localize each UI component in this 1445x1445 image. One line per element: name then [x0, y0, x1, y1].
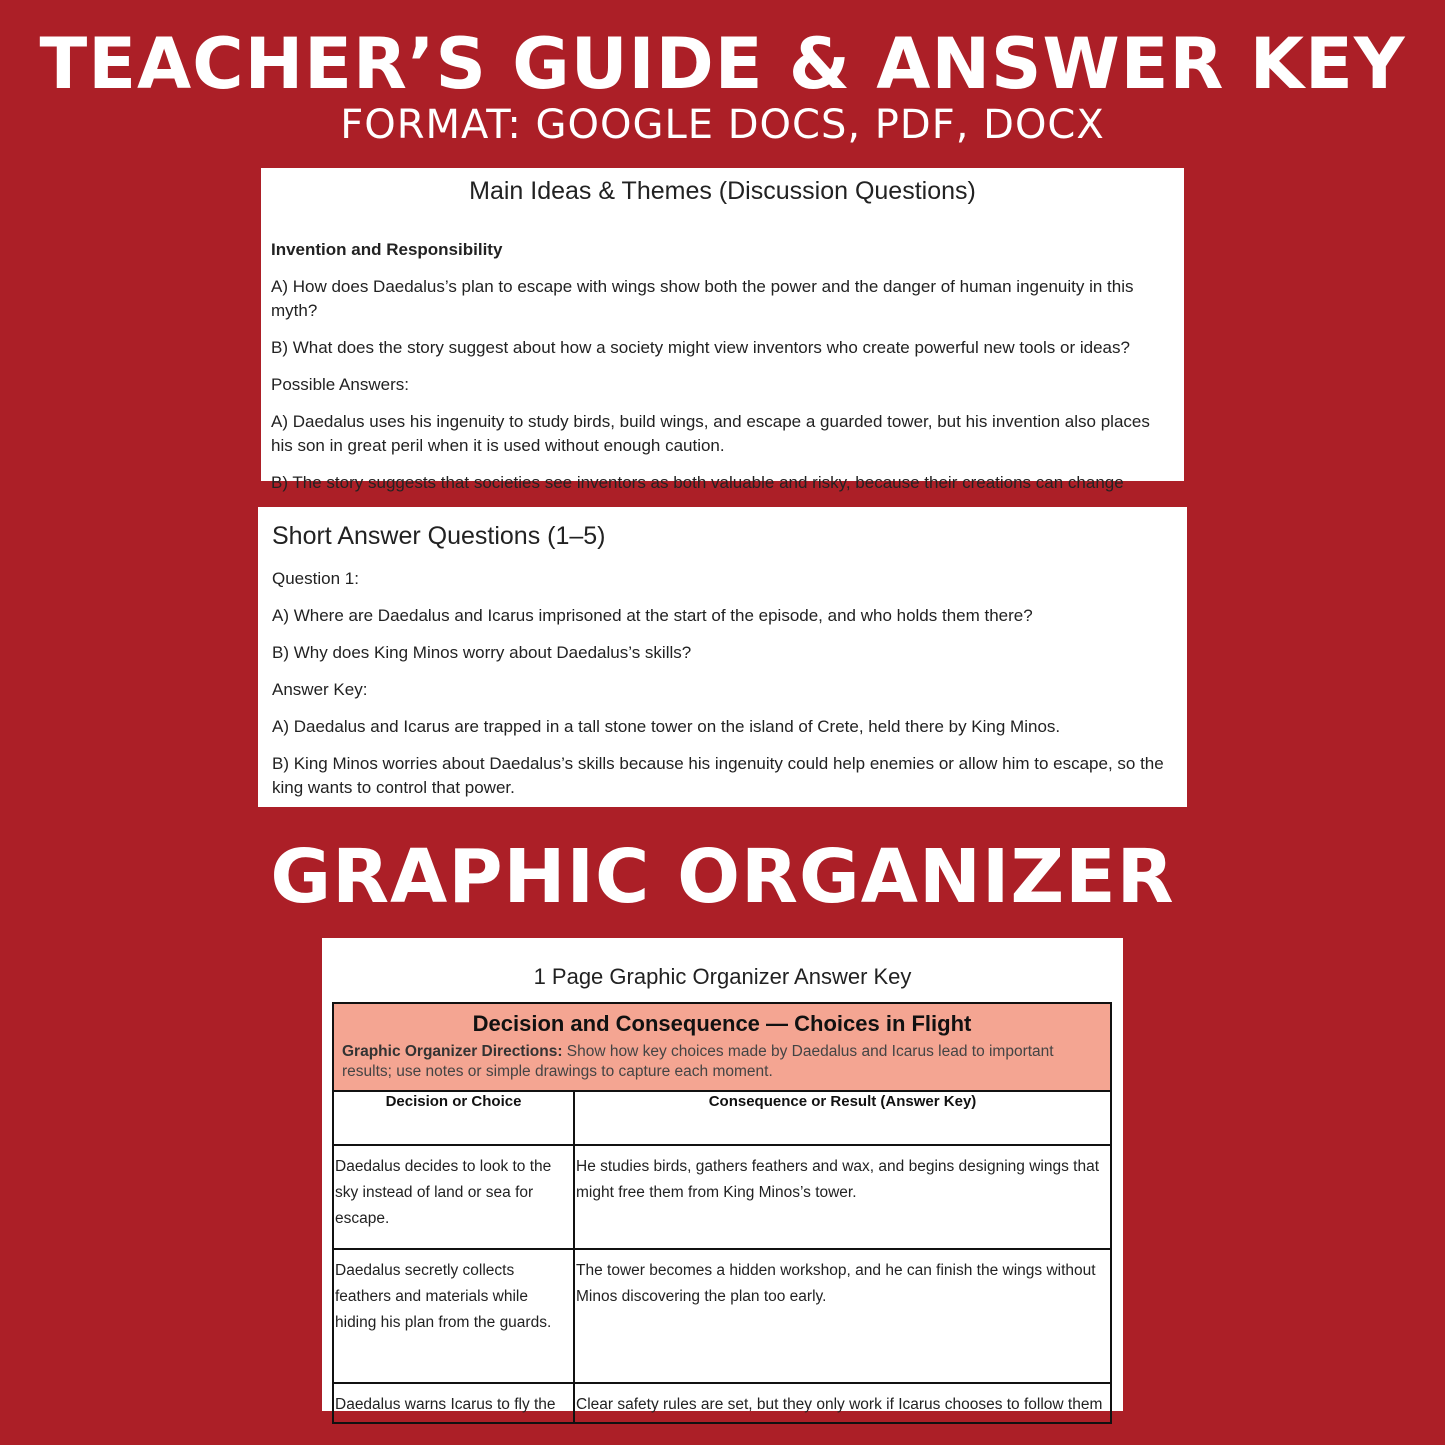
- consequence-cell: Clear safety rules are set, but they only work if Icarus chooses to follow them: [574, 1383, 1111, 1423]
- short-answer-b: B) King Minos worries about Daedalus’s skills because his ingenuity could help enemies or allow him to escape, so the king wants to control that power.: [272, 754, 1164, 797]
- section-title: GRAPHIC ORGANIZER: [270, 834, 1175, 920]
- short-answer-heading: Short Answer Questions (1–5): [272, 522, 606, 550]
- main-ideas-document-preview: [261, 168, 1184, 492]
- short-question-a: A) Where are Daedalus and Icarus imprisoned at the start of the episode, and who holds them there?: [272, 606, 1033, 625]
- format-subtitle: FORMAT: GOOGLE DOCS, PDF, DOCX: [340, 102, 1105, 148]
- column-header-consequence: Consequence or Result (Answer Key): [574, 1091, 1111, 1145]
- short-answer-document-preview: [258, 507, 1187, 807]
- decision-cell: Daedalus warns Icarus to fly the: [333, 1383, 574, 1423]
- consequence-cell: He studies birds, gathers feathers and wax, and begins designing wings that might free them from King Minos’s tower.: [574, 1145, 1111, 1249]
- possible-answers-label: Possible Answers:: [271, 375, 409, 394]
- short-question-b: B) Why does King Minos worry about Daedalus’s skills?: [272, 643, 692, 662]
- short-answer-a: A) Daedalus and Icarus are trapped in a tall stone tower on the island of Crete, held there by King Minos.: [272, 717, 1061, 736]
- organizer-directions: [342, 1042, 1102, 1082]
- graphic-organizer-document-preview: [322, 938, 1123, 1411]
- organizer-table: [332, 1002, 1112, 1424]
- decision-cell: Daedalus secretly collects feathers and materials while hiding his plan from the guards.: [333, 1249, 574, 1383]
- possible-answer-a: A) Daedalus uses his ingenuity to study birds, build wings, and escape a guarded tower, but his invention also places his son in great peril when it is used without enough caution.: [271, 412, 1150, 455]
- answer-key-label: Answer Key:: [272, 680, 368, 699]
- page-title: TEACHER’S GUIDE & ANSWER KEY: [39, 23, 1406, 105]
- possible-answer-b: B) The story suggests that societies see inventors as both valuable and risky, because their creations can change: [271, 473, 1124, 492]
- organizer-page-heading: 1 Page Graphic Organizer Answer Key: [533, 964, 912, 989]
- table-row: [333, 1383, 1111, 1423]
- main-ideas-heading: Main Ideas & Themes (Discussion Questions): [469, 177, 976, 205]
- discussion-question-a: A) How does Daedalus’s plan to escape with wings show both the power and the danger of human ingenuity in this myth?: [271, 277, 1134, 320]
- question-label: Question 1:: [272, 569, 359, 588]
- consequence-cell: The tower becomes a hidden workshop, and he can finish the wings without Minos discovering the plan too early.: [574, 1249, 1111, 1383]
- column-header-decision: Decision or Choice: [333, 1091, 574, 1145]
- short-answer-body: [258, 567, 1187, 800]
- decision-cell: Daedalus decides to look to the sky instead of land or sea for escape.: [333, 1145, 574, 1249]
- directions-label: Graphic Organizer Directions:: [342, 1043, 563, 1060]
- directions-text: Show how key choices made by Daedalus and Icarus lead to important results; use notes or simple drawings to capture each moment.: [342, 1043, 1054, 1080]
- discussion-question-b: B) What does the story suggest about how a society might view inventors who create powerful new tools or ideas?: [271, 338, 1130, 357]
- organizer-table-header: [333, 1003, 1111, 1091]
- organizer-table-title: Decision and Consequence — Choices in Flight: [472, 1011, 972, 1036]
- main-ideas-body: [261, 238, 1184, 495]
- table-row: [333, 1145, 1111, 1249]
- table-row: [333, 1249, 1111, 1383]
- theme-subheading: Invention and Responsibility: [271, 240, 503, 259]
